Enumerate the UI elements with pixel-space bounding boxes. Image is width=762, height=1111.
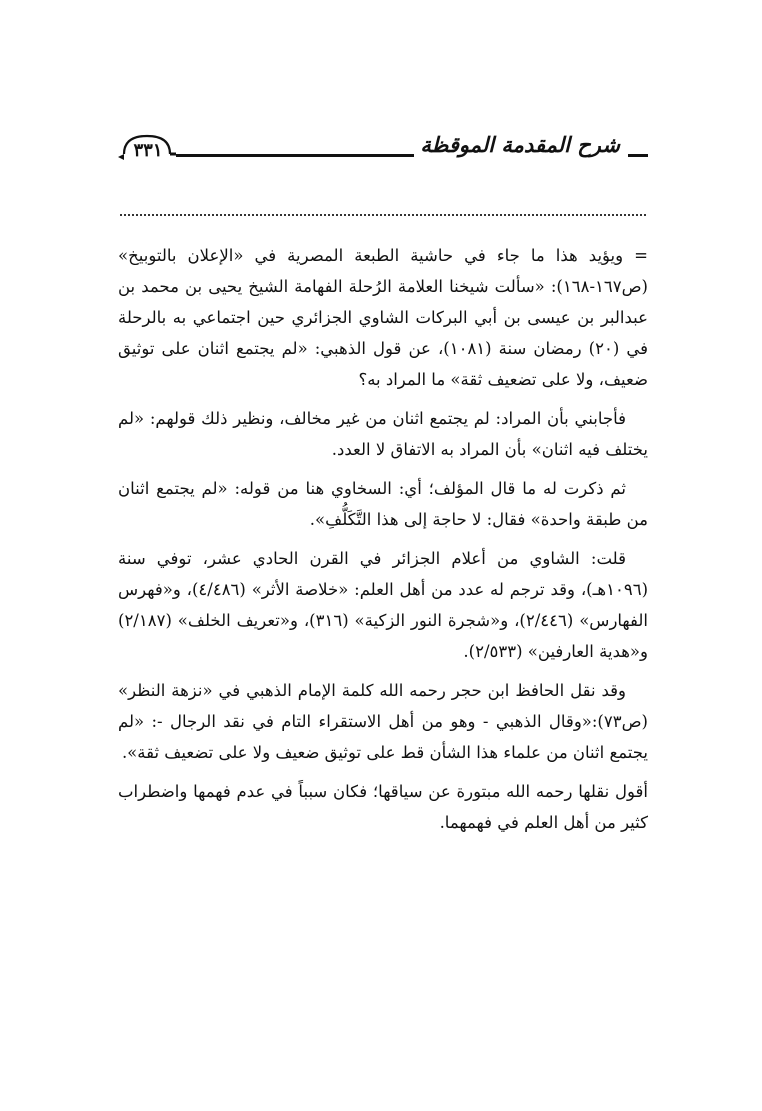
header-dotted-divider: [120, 200, 646, 216]
paragraph-6: أقول نقلها رحمه الله مبتورة عن سياقها؛ فكان سبباً في عدم فهمها واضطراب كثير من أهل العلم في فهمهما.: [118, 782, 648, 832]
header-rule-end: [628, 154, 648, 157]
paragraph-4: قلت: الشاوي من أعلام الجزائر في القرن الحادي عشر، توفي سنة (١٠٩٦هـ)، وقد ترجم له عدد من أهل العلم: «خلاصة الأثر» (٤/٤٨٦)، و«فهرس الفهارس» (٢/٤٤٦)، و«شجرة النور الزكية» (٣١٦)، و«تعريف الخلف» (٢/١٨٧) و«هدية العارفين» (٢/٥٣٣).: [118, 549, 649, 661]
paragraph-3: ثم ذكرت له ما قال المؤلف؛ أي: السخاوي هنا من قوله: «لم يجتمع اثنان من طبقة واحدة» فقال: لا حاجة إلى هذا التَّكَلُّفِ».: [118, 479, 648, 529]
page-number-badge: [118, 130, 176, 174]
paragraph-5: وقد نقل الحافظ ابن حجر رحمه الله كلمة الإمام الذهبي في «نزهة النظر» (ص٧٣):«وقال الذهبي - وهو من أهل الاستقراء التام في نقد الرجال -: «لم يجتمع اثنان من علماء هذا الشأن قط على توثيق ضعيف ولا على تضعيف ثقة».: [118, 681, 648, 762]
running-title: شرح المقدمة الموقظة: [414, 132, 626, 157]
paragraph-1: = ويؤيد هذا ما جاء في حاشية الطبعة المصرية في «الإعلان بالتوبيخ» (ص١٦٧-١٦٨): «سألت شيخنا العلامة الرُحلة الفهامة الشيخ يحيى بن محمد بن عبدالبر بن عيسى بن أبي البركات الشاوي الجزائري حين اجتماعي به بالرحلة في (٢٠) رمضان سنة (١٠٨١)، عن قول الذهبي: «لم يجتمع اثنان على توثيق ضعيف، ولا على تضعيف ثقة» ما المراد به؟: [118, 246, 648, 389]
running-header: [118, 118, 648, 176]
body-text: [118, 240, 648, 846]
page-number: ٣٣١: [133, 140, 163, 161]
paragraph-2: فأجابني بأن المراد: لم يجتمع اثنان من غير مخالف، ونظير ذلك قولهم: «لم يختلف فيه اثنان» بأن المراد به الاتفاق لا العدد.: [118, 409, 648, 459]
